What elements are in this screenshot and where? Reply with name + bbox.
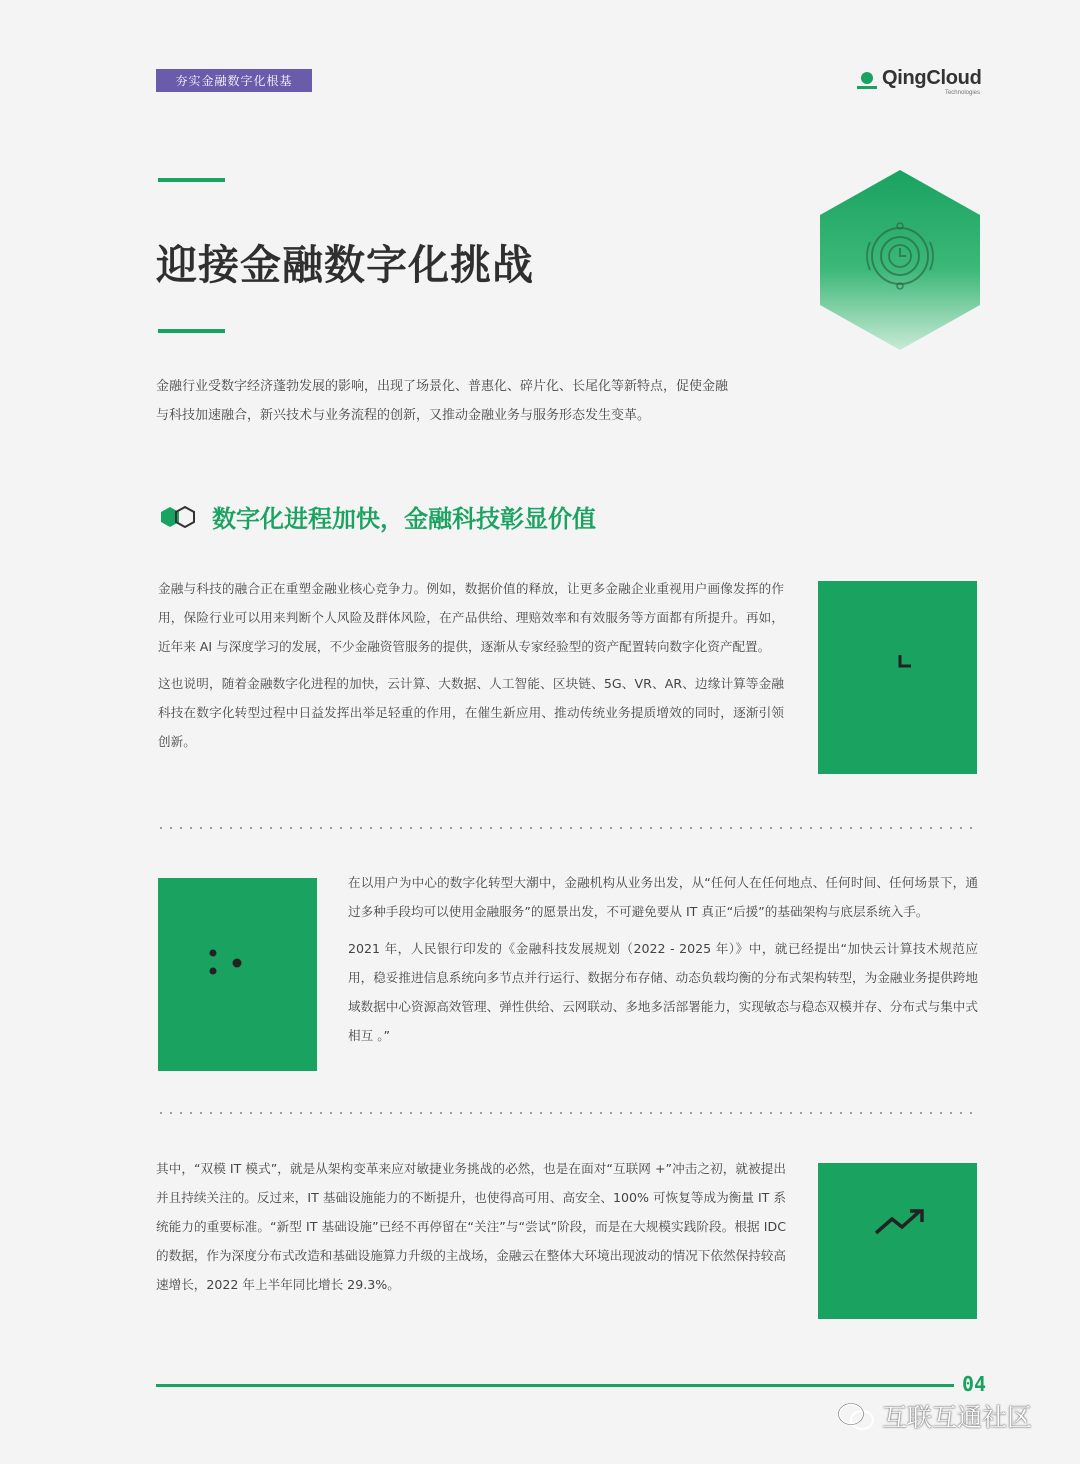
watermark-text: 互联互通社区 [882, 1403, 1033, 1432]
wechat-icon [836, 1401, 876, 1431]
block-3-paragraph-1: 其中，“双模 IT 模式”，就是从架构变革来应对敏捷业务挑战的必然，也是在面对“互联网 +”冲击之初，就被提出并且持续关注的。反过来，IT 基础设施能力的不断提升，也使得高可用、高安全、100% 可恢复等成为衡量 IT 系统能力的重要标准。“新型 IT 基础设施”已经不再停留在“关注”与“尝试”阶段，而是在大规模实践阶段。根据 IDC 的数据，作为深度分布式改造和基础设施算力升级的主战场，金融云在整体大环境出现波动的情况下依然保持较高速增长，2022 年上半年同比增长 29.3%。 [156, 1161, 786, 1292]
dots-icon [204, 948, 248, 978]
logo-name: QingCloud [882, 67, 982, 89]
qingcloud-logo-icon [856, 70, 878, 92]
page-title: 迎接金融数字化挑战 [156, 241, 534, 289]
intro-paragraph: 金融行业受数字经济蓬勃发展的影响，出现了场景化、普惠化、碎片化、长尾化等新特点，促使金融与科技加速融合，新兴技术与业务流程的创新，又推动金融业务与服务形态发生变革。 [156, 379, 729, 423]
title-rule-top [158, 178, 225, 182]
block-2-paragraph-2: 2021 年，人民银行印发的《金融科技发展规划（2022 - 2025 年）》中，就已经提出“加快云计算技术规范应用，稳妥推进信息系统向多节点并行运行、数据分布存储、动态负载均衡的分布式架构转型，为金融业务提供跨地域数据中心资源高效管理、弹性供给、云网联动、多地多活部署能力，实现敏态与稳态双模并存、分布式与集中式相互 。” [348, 941, 978, 1043]
footer-rule [156, 1384, 954, 1387]
watermark [836, 1398, 1032, 1434]
title-rule-bottom [158, 329, 225, 333]
block-2-image [158, 878, 317, 1071]
block-1-paragraph-1: 金融与科技的融合正在重塑金融业核心竞争力。例如，数据价值的释放，让更多金融企业重视用户画像发挥的作用，保险行业可以用来判断个人风险及群体风险，在产品供给、理赔效率和有效服务等方面都有所提升。再如，近年来 AI 与深度学习的发展，不少金融资管服务的提供，逐渐从专家经验型的资产配置转向数字化资产配置。 [158, 581, 784, 654]
corner-icon [896, 651, 916, 671]
block-1-paragraph-2: 这也说明，随着金融数字化进程的加快，云计算、大数据、人工智能、区块链、5G、VR、AR、边缘计算等金融科技在数字化转型过程中日益发挥出举足轻重的作用，在催生新应用、推动传统业务提质增效的同时，逐渐引领创新。 [158, 676, 784, 749]
page-number: 04 [962, 1372, 987, 1396]
section-hexagon-icon [160, 506, 196, 528]
section-title: 数字化进程加快，金融科技彰显价值 [212, 505, 596, 533]
trend-up-icon [874, 1207, 928, 1237]
block-2-paragraph-1: 在以用户为中心的数字化转型大潮中，金融机构从业务出发，从“任何人在任何地点、任何时间、任何场景下，通过多种手段均可以使用金融服务”的愿景出发，不可避免要从 IT 真正“后援”的基础架构与底层系统入手。 [348, 875, 978, 919]
dotted-divider-1 [156, 827, 976, 829]
dotted-divider-2 [156, 1112, 976, 1114]
block-1-text [158, 574, 784, 764]
logo-subtitle: Technologies [944, 90, 980, 96]
header-tag: 夯实金融数字化根基 [156, 69, 312, 92]
block-1-image [818, 581, 977, 774]
hexagon-clock-icon [820, 170, 980, 350]
block-3-image [818, 1163, 977, 1319]
qingcloud-logo [856, 68, 982, 100]
block-3-text [156, 1154, 786, 1307]
block-2-text [348, 868, 978, 1058]
